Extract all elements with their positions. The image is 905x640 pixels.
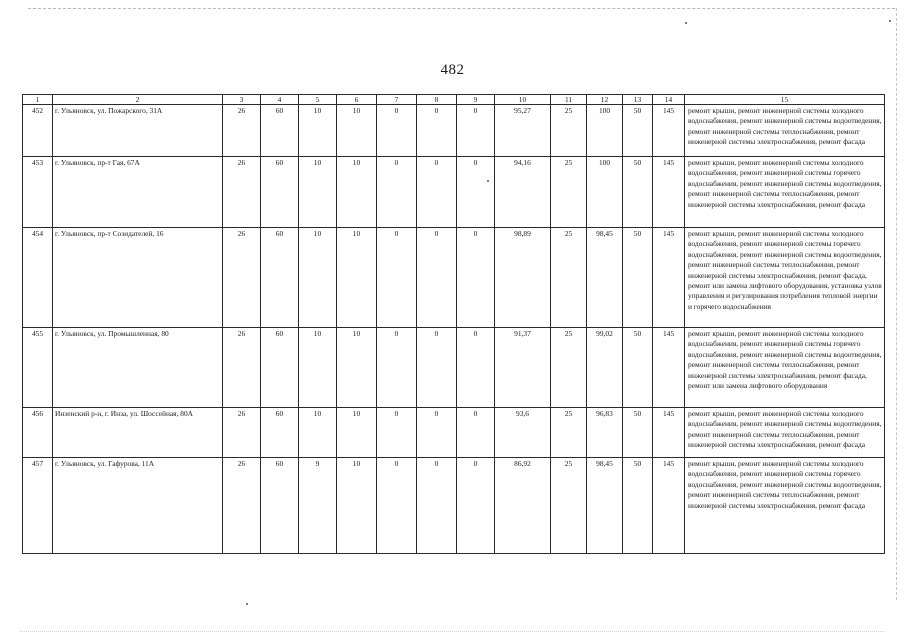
- value-cell: 0: [457, 228, 495, 328]
- column-header: 15: [685, 95, 885, 105]
- value-cell: 0: [377, 157, 417, 228]
- value-cell: 93,6: [495, 408, 551, 458]
- value-cell: 0: [457, 408, 495, 458]
- address-cell: г. Ульяновск, пр-т Созидателей, 16: [53, 228, 223, 328]
- value-cell: 60: [261, 408, 299, 458]
- scan-edge-bottom: [20, 631, 885, 632]
- column-header: 1: [23, 95, 53, 105]
- value-cell: 50: [623, 328, 653, 408]
- value-cell: 0: [417, 328, 457, 408]
- column-header: 6: [337, 95, 377, 105]
- works-cell: ремонт крыши, ремонт инженерной системы холодного водоснабжения, ремонт инженерной системы водоотведения, ремонт инженерной системы теплоснабжения, ремонт инженерной системы электроснабжения, ремонт фасада: [685, 105, 885, 157]
- column-header: 5: [299, 95, 337, 105]
- value-cell: 25: [551, 328, 587, 408]
- value-cell: 91,37: [495, 328, 551, 408]
- value-cell: 25: [551, 458, 587, 554]
- value-cell: 50: [623, 458, 653, 554]
- housing-register-table: [22, 94, 885, 554]
- works-cell: ремонт крыши, ремонт инженерной системы холодного водоснабжения, ремонт инженерной системы водоотведения, ремонт инженерной системы теплоснабжения, ремонт инженерной системы электроснабжения, ремонт фасада: [685, 408, 885, 458]
- table-row: [23, 458, 885, 554]
- page-number: 482: [440, 62, 465, 78]
- scan-edge-right: [896, 8, 897, 600]
- value-cell: 0: [457, 105, 495, 157]
- value-cell: 98,45: [587, 228, 623, 328]
- column-header: 7: [377, 95, 417, 105]
- value-cell: 26: [223, 328, 261, 408]
- value-cell: 60: [261, 228, 299, 328]
- value-cell: 25: [551, 408, 587, 458]
- value-cell: 25: [551, 157, 587, 228]
- value-cell: 145: [653, 228, 685, 328]
- value-cell: 26: [223, 105, 261, 157]
- value-cell: 10: [337, 157, 377, 228]
- table-row: [23, 328, 885, 408]
- value-cell: 10: [299, 408, 337, 458]
- value-cell: 10: [337, 228, 377, 328]
- value-cell: 98,89: [495, 228, 551, 328]
- works-cell: ремонт крыши, ремонт инженерной системы холодного водоснабжения, ремонт инженерной системы горячего водоснабжения, ремонт инженерной системы водоотведения, ремонт инженерной системы теплоснабжения, ремонт инженерной системы электроснабжения, ремонт фасада, ремонт или замена лифтового оборудования, установка узлов управления и регулирования потребления тепловой энергии и горячего водоснабжения: [685, 228, 885, 328]
- address-cell: г. Ульяновск, ул. Промышленная, 80: [53, 328, 223, 408]
- value-cell: 98,45: [587, 458, 623, 554]
- value-cell: 0: [417, 458, 457, 554]
- value-cell: 10: [337, 408, 377, 458]
- value-cell: 10: [299, 105, 337, 157]
- value-cell: 60: [261, 157, 299, 228]
- value-cell: 100: [587, 157, 623, 228]
- column-header: 14: [653, 95, 685, 105]
- value-cell: 0: [417, 157, 457, 228]
- column-header: 8: [417, 95, 457, 105]
- value-cell: 100: [587, 105, 623, 157]
- address-cell: г. Ульяновск, ул. Пожарского, 31А: [53, 105, 223, 157]
- value-cell: 0: [417, 105, 457, 157]
- value-cell: 95,27: [495, 105, 551, 157]
- value-cell: 60: [261, 458, 299, 554]
- value-cell: 10: [299, 157, 337, 228]
- value-cell: 10: [299, 228, 337, 328]
- value-cell: 26: [223, 228, 261, 328]
- value-cell: 0: [377, 458, 417, 554]
- value-cell: 0: [377, 228, 417, 328]
- value-cell: 50: [623, 157, 653, 228]
- value-cell: 50: [623, 408, 653, 458]
- table-row: [23, 408, 885, 458]
- works-cell: ремонт крыши, ремонт инженерной системы холодного водоснабжения, ремонт инженерной системы горячего водоснабжения, ремонт инженерной системы водоотведения, ремонт инженерной системы теплоснабжения, ремонт инженерной системы электроснабжения, ремонт фасада: [685, 157, 885, 228]
- value-cell: 10: [299, 328, 337, 408]
- row-number: 452: [23, 105, 53, 157]
- value-cell: 10: [337, 328, 377, 408]
- value-cell: 0: [377, 105, 417, 157]
- value-cell: 26: [223, 408, 261, 458]
- works-cell: ремонт крыши, ремонт инженерной системы холодного водоснабжения, ремонт инженерной системы горячего водоснабжения, ремонт инженерной системы водоотведения, ремонт инженерной системы теплоснабжения, ремонт инженерной системы электроснабжения, ремонт фасада, ремонт или замена лифтового оборудования: [685, 328, 885, 408]
- value-cell: 25: [551, 105, 587, 157]
- value-cell: 0: [457, 157, 495, 228]
- value-cell: 96,83: [587, 408, 623, 458]
- value-cell: 0: [417, 408, 457, 458]
- value-cell: 0: [457, 458, 495, 554]
- value-cell: 9: [299, 458, 337, 554]
- value-cell: 0: [417, 228, 457, 328]
- value-cell: 145: [653, 458, 685, 554]
- column-header: 10: [495, 95, 551, 105]
- value-cell: 86,92: [495, 458, 551, 554]
- scan-speck: [685, 22, 687, 24]
- scan-speck: [889, 20, 891, 22]
- column-header: 11: [551, 95, 587, 105]
- value-cell: 0: [377, 328, 417, 408]
- column-header: 4: [261, 95, 299, 105]
- row-number: 453: [23, 157, 53, 228]
- value-cell: 26: [223, 157, 261, 228]
- column-header: 13: [623, 95, 653, 105]
- value-cell: 145: [653, 157, 685, 228]
- row-number: 454: [23, 228, 53, 328]
- value-cell: 50: [623, 105, 653, 157]
- column-header: 2: [53, 95, 223, 105]
- value-cell: 10: [337, 458, 377, 554]
- value-cell: 0: [377, 408, 417, 458]
- table-row: [23, 157, 885, 228]
- value-cell: 10: [337, 105, 377, 157]
- value-cell: 26: [223, 458, 261, 554]
- column-header: 9: [457, 95, 495, 105]
- value-cell: 60: [261, 105, 299, 157]
- value-cell: 145: [653, 328, 685, 408]
- column-header: 12: [587, 95, 623, 105]
- value-cell: 0: [457, 328, 495, 408]
- row-number: 455: [23, 328, 53, 408]
- value-cell: 60: [261, 328, 299, 408]
- address-cell: Инзенский р-н, г. Инза, ул. Шоссейная, 80А: [53, 408, 223, 458]
- scan-edge-top: [28, 8, 895, 9]
- row-number: 456: [23, 408, 53, 458]
- address-cell: г. Ульяновск, пр-т Гая, 67А: [53, 157, 223, 228]
- value-cell: 99,02: [587, 328, 623, 408]
- scan-speck: [246, 603, 248, 605]
- table-row: [23, 228, 885, 328]
- value-cell: 145: [653, 408, 685, 458]
- value-cell: 94,16: [495, 157, 551, 228]
- works-cell: ремонт крыши, ремонт инженерной системы холодного водоснабжения, ремонт инженерной системы горячего водоснабжения, ремонт инженерной системы водоотведения, ремонт инженерной системы теплоснабжения, ремонт инженерной системы электроснабжения, ремонт фасада: [685, 458, 885, 554]
- table-row: [23, 105, 885, 157]
- address-cell: г. Ульяновск, ул. Гафурова, 11А: [53, 458, 223, 554]
- column-header: 3: [223, 95, 261, 105]
- header-row: [23, 95, 885, 105]
- value-cell: 145: [653, 105, 685, 157]
- row-number: 457: [23, 458, 53, 554]
- value-cell: 50: [623, 228, 653, 328]
- value-cell: 25: [551, 228, 587, 328]
